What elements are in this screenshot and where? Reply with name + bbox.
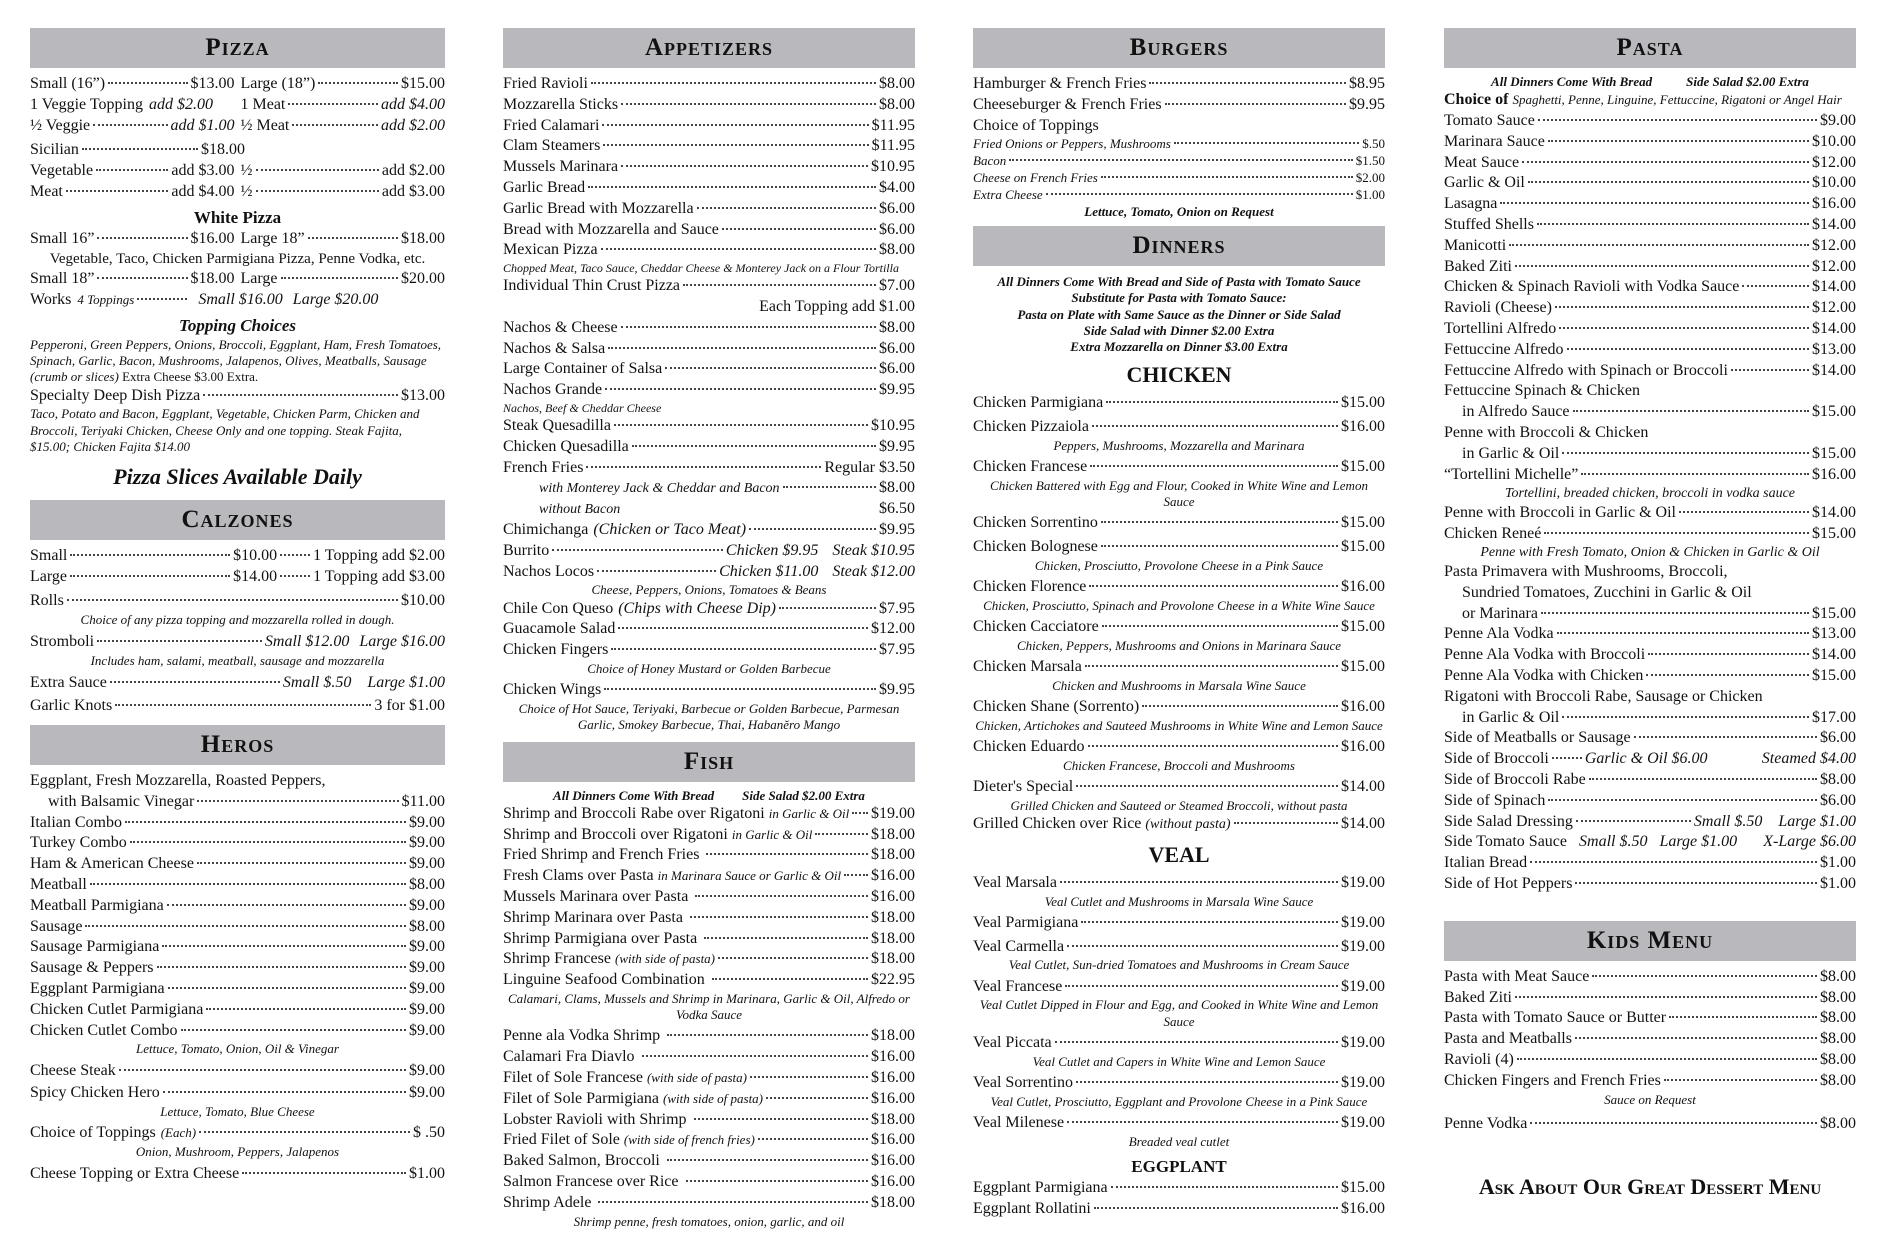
menu-item: Chicken Eduardo $16.00: [973, 738, 1385, 756]
menu-item: Fettuccine Alfredo with Spinach or Broccoli $14.00: [1444, 361, 1856, 379]
menu-item: Filet of Sole Parmigiana (with side of pasta) $16.00: [503, 1089, 915, 1107]
menu-item: Cheeseburger & French Fries $9.95: [973, 95, 1385, 113]
menu-item: Chicken Sorrentino $15.00: [973, 514, 1385, 532]
menu-item: Lasagna $16.00: [1444, 195, 1856, 213]
burgers-header: Burgers: [973, 28, 1385, 68]
item-note: Chicken Battered with Egg and Flour, Cooked in White Wine and Lemon Sauce: [990, 477, 1368, 509]
menu-item: Penne Ala Vodka $13.00: [1444, 625, 1856, 643]
fish-header: Fish: [503, 742, 915, 782]
menu-item: in Garlic & Oil $17.00: [1462, 708, 1856, 726]
menu-item: Burrito Chicken $9.95 Steak $10.95: [503, 541, 915, 559]
menu-item: Ravioli (4) $8.00: [1444, 1050, 1856, 1068]
column-2: [503, 28, 915, 1230]
pizza-vegetable-row: [30, 161, 445, 182]
fish-list-2: [503, 1026, 915, 1213]
menu-item: Nachos Grande $9.95: [503, 381, 915, 399]
menu-item: Filet of Sole Francese (with side of pasta) $16.00: [503, 1069, 915, 1087]
menu-item: Sausage & Peppers $9.00: [30, 959, 445, 977]
pizza-topping-row: [30, 95, 445, 116]
menu-item: Penne Vodka $8.00: [1444, 1114, 1856, 1132]
kids-menu-header: Kids Menu: [1444, 921, 1856, 961]
item-note: Veal Cutlet and Capers in White Wine and Lemon Sauce: [1032, 1053, 1326, 1069]
menu-item: Chicken Parmigiana $15.00: [973, 394, 1385, 412]
menu-item: Guacamole Salad $12.00: [503, 620, 915, 638]
pasta-header: Pasta: [1444, 28, 1856, 68]
each-topping-note: Each Topping add $1.00: [759, 297, 915, 315]
chicken-title: CHICKEN: [1126, 362, 1232, 388]
menu-item: Fried Ravioli $8.00: [503, 75, 915, 92]
menu-item: with Monterey Jack & Cheddar and Bacon $8.00: [539, 479, 915, 497]
fish-list: [503, 804, 915, 991]
nachos-list: [503, 318, 915, 401]
menu-item: Choice of Toppings (Each) $ .50: [30, 1124, 445, 1142]
item-note: Chicken Francese, Broccoli and Mushrooms: [1063, 758, 1295, 774]
dinners-intro-line: Extra Mozzarella on Dinner $3.00 Extra: [1070, 339, 1288, 355]
menu-item: Chicken Bolognese $15.00: [973, 537, 1385, 555]
menu-item: Fried Onions or Peppers, Mushrooms $.50: [973, 136, 1385, 152]
menu-item: Large Container of Salsa $6.00: [503, 360, 915, 378]
veal-list: [973, 873, 1385, 1150]
menu-item: Baked Salmon, Broccoli $16.00: [503, 1152, 915, 1170]
menu-item: Nachos & Cheese $8.00: [503, 318, 915, 336]
menu-item: Side of Spinach $6.00: [1444, 791, 1856, 809]
dessert-banner: Ask About Our Great Dessert Menu: [1478, 1173, 1822, 1199]
menu-item: Veal Francese $19.00: [973, 977, 1385, 995]
menu-item: Ravioli (Cheese) $12.00: [1444, 299, 1856, 317]
menu-item: ½ add $3.00: [240, 182, 445, 200]
menu-item: Italian Combo $9.00: [30, 813, 445, 831]
menu-item: Penne Ala Vodka with Chicken $15.00: [1444, 666, 1856, 684]
menu-item: without Bacon $6.50: [539, 500, 915, 518]
menu-item: Meatball $8.00: [30, 876, 445, 894]
menu-item: Calamari Fra Diavlo $16.00: [503, 1048, 915, 1066]
dinners-intro-line: Substitute for Pasta with Tomato Sauce:: [1071, 290, 1287, 306]
menu-item: Shrimp and Broccoli Rabe over Rigatoni in Garlic & Oil $19.00: [503, 804, 915, 822]
menu-item: Small (16”) $13.00: [30, 75, 235, 92]
menu-item: Large $14.00 1 Topping add $3.00: [30, 567, 445, 585]
locos-note: Cheese, Peppers, Onions, Tomatoes & Beans: [591, 582, 827, 598]
menu-item: Turkey Combo $9.00: [30, 834, 445, 852]
pizza-size-row: [30, 74, 445, 95]
menu-item: Manicotti $12.00: [1444, 236, 1856, 254]
menu-item: 1 Veggie Topping add $2.00: [30, 95, 213, 113]
toppings-note: Onion, Mushroom, Peppers, Jalapenos: [135, 1144, 340, 1160]
menu-item: in Alfredo Sauce $15.00: [1462, 403, 1856, 421]
appetizers-header: Appetizers: [503, 28, 915, 68]
menu-item: Pasta with Meat Sauce $8.00: [1444, 967, 1856, 985]
menu-item: Chicken Cutlet Parmigiana $9.00: [30, 1000, 445, 1018]
menu-item: Shrimp Francese (with side of pasta) $18.00: [503, 950, 915, 968]
rigatoni-line: Rigatoni with Broccoli Rabe, Sausage or Chicken: [1444, 687, 1763, 705]
pasta-intro: All Dinners Come With Bread Side Salad $2.00 Extra: [1491, 74, 1809, 89]
item-note: Peppers, Mushrooms, Mozzarella and Marinara: [1053, 437, 1305, 453]
menu-item: Veal Piccata $19.00: [973, 1033, 1385, 1051]
menu-item: ½ add $2.00: [240, 162, 445, 180]
white-pizza-row: [30, 229, 445, 250]
column-3: [973, 28, 1385, 1220]
pizza-half-row: [30, 116, 445, 137]
menu-item: Chimichanga (Chicken or Taco Meat) $9.95: [503, 520, 915, 538]
fingers-note: Choice of Honey Mustard or Golden Barbecue: [587, 660, 831, 676]
menu-item: Chile Con Queso (Chips with Cheese Dip) $7.95: [503, 599, 915, 617]
item-note: Veal Cutlet, Prosciutto, Eggplant and Provolone Cheese in a Pink Sauce: [990, 1093, 1368, 1109]
dinners-header: Dinners: [973, 226, 1385, 266]
menu-item: Penne with Broccoli in Garlic & Oil $14.00: [1444, 503, 1856, 521]
menu-item: Extra Sauce Small $.50 Large $1.00: [30, 674, 445, 692]
menu-item: Spicy Chicken Hero $9.00: [30, 1084, 445, 1102]
kids-list: [1444, 967, 1856, 1092]
menu-item: Salmon Francese over Rice $16.00: [503, 1173, 915, 1191]
menu-item: Mussels Marinara $10.95: [503, 158, 915, 176]
menu-item: Mozzarella Sticks $8.00: [503, 95, 915, 113]
menu-item: Pasta and Meatballs $8.00: [1444, 1030, 1856, 1048]
fish-intro: All Dinners Come With Bread Side Salad $2.00 Extra: [553, 787, 865, 803]
menu-item: Fried Shrimp and French Fries $18.00: [503, 846, 915, 864]
menu-item: Chicken Marsala $15.00: [973, 658, 1385, 676]
menu-item: Cheese Steak $9.00: [30, 1061, 445, 1079]
dinners-intro-line: Pasta on Plate with Same Sauce as the Dinner or Side Salad: [1017, 306, 1341, 322]
dinners-intro: [973, 274, 1385, 355]
menu-item: Bacon $1.50: [973, 153, 1385, 169]
menu-item: Shrimp Marinara over Pasta $18.00: [503, 908, 915, 926]
menu-item: Baked Ziti $12.00: [1444, 257, 1856, 275]
burgers-list: [973, 74, 1385, 116]
menu-item: Eggplant Parmigiana $9.00: [30, 980, 445, 997]
menu-item: Sicilian $18.00: [30, 141, 245, 159]
menu-item: Fried Calamari $11.95: [503, 116, 915, 134]
menu-item: or Marinara $15.00: [1462, 604, 1856, 622]
menu-item: French Fries Regular $3.50: [503, 458, 915, 476]
burger-toppings-list: [973, 136, 1385, 204]
burger-note: Lettuce, Tomato, Onion on Request: [1084, 203, 1274, 219]
eggplant-list: [973, 1178, 1385, 1220]
menu-item: Baked Ziti $8.00: [1444, 988, 1856, 1006]
eggplant-title: EGGPLANT: [1131, 1157, 1227, 1177]
veal-title: VEAL: [1148, 842, 1210, 868]
menu-item: Chicken Shane (Sorrento) $16.00: [973, 698, 1385, 716]
menu-item: Side of Broccoli Rabe $8.00: [1444, 770, 1856, 788]
calzones-header: Calzones: [30, 500, 445, 540]
menu-item: Steak Quesadilla $10.95: [503, 416, 915, 434]
menu-item: Small $10.00 1 Topping add $2.00: [30, 546, 445, 564]
menu-item: Fettuccine Alfredo $13.00: [1444, 340, 1856, 358]
pasta-vodka-list: [1444, 624, 1856, 686]
combo-note: Lettuce, Tomato, Onion, Oil & Vinegar: [136, 1041, 339, 1057]
menu-item: Nachos & Salsa $6.00: [503, 339, 915, 357]
rolls-note: Choice of any pizza topping and mozzarella rolled in dough.: [80, 612, 395, 628]
menu-item: Chicken Fingers $7.95: [503, 641, 915, 659]
item-note: Veal Cutlet Dipped in Flour and Egg, and Cooked in White Wine and Lemon Sauce: [979, 997, 1379, 1029]
menu-item: Bread with Mozzarella and Sauce $6.00: [503, 220, 915, 238]
menu-item: Extra Cheese $1.00: [973, 187, 1385, 203]
menu-item: Eggplant Parmigiana $15.00: [973, 1179, 1385, 1197]
menu-item: Garlic Knots 3 for $1.00: [30, 697, 445, 715]
menu-item: Large $20.00: [240, 270, 445, 288]
menu-item: Chicken Pizzaiola $16.00: [973, 417, 1385, 435]
column-1: [30, 28, 445, 1184]
menu-item: Chicken Wings $9.95: [503, 681, 915, 699]
menu-item: Lobster Ravioli with Shrimp $18.00: [503, 1110, 915, 1128]
menu-item: with Balsamic Vinegar $11.00: [48, 792, 445, 810]
specialty-note: Taco, Potato and Bacon, Eggplant, Vegetable, Chicken Parm, Chicken and Broccoli, Teriyaki Chicken, Cheese Only and one topping. Steak Fajita, $15.00; Chicken Fajita $14.00: [30, 406, 420, 454]
menu-item: Small 18” $18.00: [30, 270, 235, 288]
heros-header: Heros: [30, 725, 445, 765]
menu-item: Marinara Sauce $10.00: [1444, 132, 1856, 150]
menu-item: Italian Bread $1.00: [1444, 854, 1856, 872]
menu-item: Vegetable add $3.00: [30, 162, 235, 180]
item-note: Grilled Chicken and Sauteed or Steamed Broccoli, without pasta: [1010, 798, 1348, 814]
white-pizza-title: White Pizza: [193, 207, 282, 227]
stromboli-note: Includes ham, salami, meatball, sausage and mozzarella: [90, 653, 385, 669]
menu-item: Pasta with Tomato Sauce or Butter $8.00: [1444, 1009, 1856, 1027]
menu-item: Garlic & Oil $10.00: [1444, 174, 1856, 192]
adele-note: Shrimp penne, fresh tomatoes, onion, garlic, and oil: [573, 1213, 845, 1229]
menu-item: Chicken Cacciatore $15.00: [973, 618, 1385, 636]
menu-item: Grilled Chicken over Rice (without pasta) $14.00: [973, 815, 1385, 833]
grande-note: Nachos, Beef & Cheddar Cheese: [503, 400, 662, 415]
kids-note: Sauce on Request: [1604, 1091, 1696, 1107]
menu-item: Shrimp and Broccoli over Rigatoni in Garlic & Oil $18.00: [503, 825, 915, 843]
menu-item: Small 16” $16.00: [30, 229, 235, 247]
linguine-note: Calamari, Clams, Mussels and Shrimp in Marinara, Garlic & Oil, Alfredo or Vodka Sauce: [508, 990, 910, 1023]
pasta-choice: Choice of Spaghetti, Penne, Linguine, Fettuccine, Rigatoni or Angel Hair: [1444, 91, 1842, 109]
menu-item: Specialty Deep Dish Pizza $13.00: [30, 386, 445, 404]
item-note: Chicken, Prosciutto, Spinach and Provolone Cheese in a White Wine Sauce: [983, 597, 1375, 613]
menu-item: Penne ala Vodka Shrimp $18.00: [503, 1027, 915, 1045]
column-4: [1444, 28, 1856, 1201]
menu-item: Veal Marsala $19.00: [973, 873, 1385, 891]
menu-item: Cheese Topping or Extra Cheese $1.00: [30, 1164, 445, 1182]
menu-item: Sausage $8.00: [30, 917, 445, 935]
item-note: Chicken, Artichokes and Sauteed Mushrooms in White Wine and Lemon Sauce: [975, 717, 1383, 733]
pizza-slices-banner: Pizza Slices Available Daily: [113, 464, 362, 490]
menu-item: Clam Steamers $11.95: [503, 137, 915, 155]
menu-item: Large 18” $18.00: [240, 229, 445, 247]
pasta-sides-list: [1444, 770, 1856, 812]
menu-item: Linguine Seafood Combination $22.95: [503, 971, 915, 989]
menu-item: in Garlic & Oil $15.00: [1462, 444, 1856, 462]
pasta-extras-list: [1444, 853, 1856, 895]
menu-item: Rolls $10.00: [30, 592, 445, 610]
menu-item: Eggplant Rollatini $16.00: [973, 1199, 1385, 1217]
dinners-intro-line: All Dinners Come With Bread and Side of Pasta with Tomato Sauce: [997, 274, 1361, 290]
topping-choices-title: Topping Choices: [179, 315, 296, 335]
menu-item: Mussels Marinara over Pasta $16.00: [503, 887, 915, 905]
menu-item: Chicken Reneé $15.00: [1444, 524, 1856, 542]
eggplant-hero-line: Eggplant, Fresh Mozzarella, Roasted Peppers,: [30, 772, 326, 790]
menu-item: Chicken Fingers and French Fries $8.00: [1444, 1071, 1856, 1089]
menu-item: Tortellini Alfredo $14.00: [1444, 320, 1856, 338]
item-note: Chicken, Prosciutto, Provolone Cheese in a Pink Sauce: [1034, 557, 1324, 573]
menu-item: Side Salad Dressing Small $.50 Large $1.00: [1444, 812, 1856, 830]
menu-item: Side of Meatballs or Sausage $6.00: [1444, 729, 1856, 747]
menu-item: Garlic Bread with Mozzarella $6.00: [503, 199, 915, 217]
menu-item: “Tortellini Michelle” $16.00: [1444, 465, 1856, 483]
menu-item: Penne Ala Vodka with Broccoli $14.00: [1444, 646, 1856, 664]
chicken-list: [973, 393, 1385, 814]
menu-item: Chicken Cutlet Combo $9.00: [30, 1021, 445, 1039]
menu-item: Side of Hot Peppers $1.00: [1444, 874, 1856, 892]
mexican-note: Chopped Meat, Taco Sauce, Cheddar Cheese & Monterey Jack on a Flour Tortilla: [503, 261, 899, 276]
menu-item: Shrimp Parmigiana over Pasta $18.00: [503, 929, 915, 947]
pasta-list: [1444, 111, 1856, 381]
menu-item: Side Tomato Sauce Small $.50 Large $1.00 X-Large $6.00: [1444, 833, 1856, 851]
item-note: Chicken, Peppers, Mushrooms and Onions in Marinara Sauce: [1016, 637, 1342, 653]
menu-item: Garlic Bread $4.00: [503, 178, 915, 196]
menu-item: Chicken Francese $15.00: [973, 457, 1385, 475]
item-note: Breaded veal cutlet: [1128, 1133, 1230, 1149]
menu-item: 1 Meat add $4.00: [240, 95, 445, 113]
tortellini-note: Tortellini, breaded chicken, broccoli in vodka sauce: [1504, 486, 1796, 502]
pizza-header: Pizza: [30, 28, 445, 68]
burger-toppings-title: Choice of Toppings: [973, 116, 1099, 134]
menu-item: Chicken Quesadilla $9.95: [503, 437, 915, 455]
white-pizza-note: Vegetable, Taco, Chicken Parmigiana Pizza, Penne Vodka, etc.: [49, 250, 426, 267]
menu-item: Chicken & Spinach Ravioli with Vodka Sauce $14.00: [1444, 278, 1856, 296]
heros-list: [30, 813, 445, 1042]
menu-item: Tomato Sauce $9.00: [1444, 112, 1856, 130]
menu-item: Veal Parmigiana $19.00: [973, 913, 1385, 931]
primavera-line-1: Pasta Primavera with Mushrooms, Broccoli,: [1444, 562, 1728, 580]
menu-item: Veal Sorrentino $19.00: [973, 1073, 1385, 1091]
menu-item: Hamburger & French Fries $8.95: [973, 75, 1385, 92]
menu-item: ½ Meat add $2.00: [240, 116, 445, 134]
menu-item: Individual Thin Crust Pizza $7.00: [503, 277, 915, 295]
menu-item: Stromboli Small $12.00 Large $16.00: [30, 633, 445, 651]
wings-note: Choice of Hot Sauce, Teriyaki, Barbecue or Golden Barbecue, Parmesan Garlic, Smokey Barbecue, Thai, Habanĕro Mango: [518, 701, 900, 733]
menu-item: Fresh Clams over Pasta in Marinara Sauce or Garlic & Oil $16.00: [503, 867, 915, 885]
renee-note: Penne with Fresh Tomato, Onion & Chicken in Garlic & Oil: [1480, 545, 1820, 561]
item-note: Chicken and Mushrooms in Marsala Wine Sauce: [1052, 677, 1306, 693]
menu-item: ½ Veggie add $1.00: [30, 116, 235, 134]
primavera-line-2: Sundried Tomatoes, Zucchini in Garlic & Oil: [1462, 583, 1752, 601]
appetizers-list: [503, 74, 915, 261]
item-note: Veal Cutlet and Mushrooms in Marsala Wine Sauce: [1044, 893, 1314, 909]
topping-choices-note: Pepperoni, Green Peppers, Onions, Broccoli, Eggplant, Ham, Fresh Tomatoes, Spinach, Garlic, Bacon, Mushrooms, Jalapenos, Olives, Meatballs, Sausage (crumb or slices) Extra Cheese $3.00 Extra.: [30, 336, 442, 385]
menu-item: Ham & American Cheese $9.00: [30, 855, 445, 873]
menu-item: Sausage Parmigiana $9.00: [30, 938, 445, 956]
menu-item: Meat Sauce $12.00: [1444, 153, 1856, 171]
menu-item: Large (18”) $15.00: [240, 75, 445, 92]
penne-broccoli-chicken-line: Penne with Broccoli & Chicken: [1444, 424, 1649, 441]
works-row: Works 4 Toppings Small $16.00 Large $20.00: [30, 290, 379, 308]
menu-item: Chicken Florence $16.00: [973, 578, 1385, 596]
fettuccine-spinach-line: Fettuccine Spinach & Chicken: [1444, 382, 1640, 400]
menu-item: Dieter's Special $14.00: [973, 778, 1385, 796]
menu-item: Meat add $4.00: [30, 182, 235, 200]
menu-item: Mexican Pizza $8.00: [503, 241, 915, 259]
menu-item: Side of Broccoli Garlic & Oil $6.00 Steamed $4.00: [1444, 750, 1856, 768]
menu-item: Cheese on French Fries $2.00: [973, 170, 1385, 186]
menu-item: Stuffed Shells $14.00: [1444, 216, 1856, 234]
quesadilla-list: [503, 416, 915, 458]
item-note: Veal Cutlet, Sun-dried Tomatoes and Mushrooms in Cream Sauce: [1008, 957, 1350, 973]
menu-item: Nachos Locos Chicken $11.00 Steak $12.00: [503, 562, 915, 580]
white-pizza-row-2: [30, 269, 445, 290]
menu-item: Veal Milenese $19.00: [973, 1113, 1385, 1131]
spicy-note: Lettuce, Tomato, Blue Cheese: [160, 1104, 315, 1120]
dinners-intro-line: Side Salad with Dinner $2.00 Extra: [1083, 322, 1275, 338]
menu-item: Fried Filet of Sole (with side of french fries) $16.00: [503, 1131, 915, 1149]
menu-item: Veal Carmella $19.00: [973, 937, 1385, 955]
menu-item: Shrimp Adele $18.00: [503, 1193, 915, 1211]
menu-item: Meatball Parmigiana $9.00: [30, 896, 445, 914]
pizza-meat-row: [30, 182, 445, 203]
